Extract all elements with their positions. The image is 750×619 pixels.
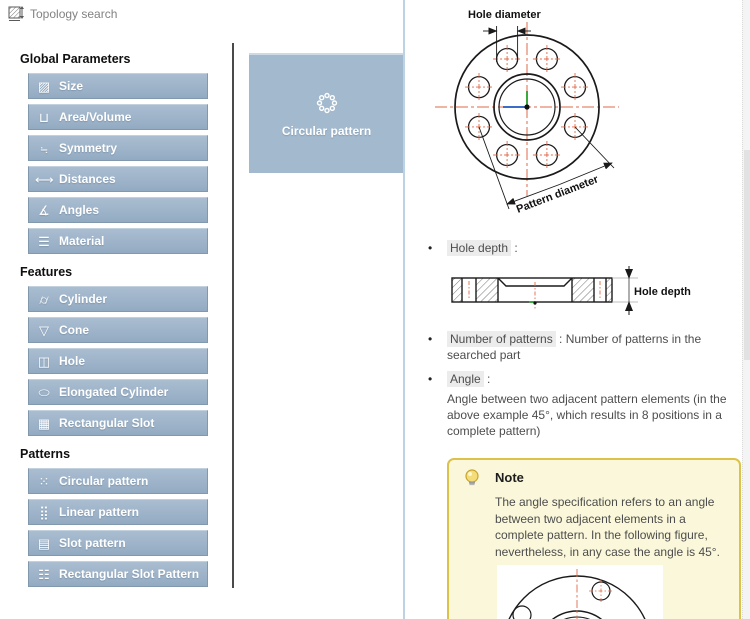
sidebar-item-angles[interactable]	[28, 197, 208, 223]
bullet-hole-depth: • Hole depth :	[428, 241, 518, 255]
sidebar-item-rectangular-slot-pattern[interactable]	[28, 561, 208, 587]
sidebar-item-label: Rectangular Slot	[59, 416, 155, 430]
hole-depth-dim-label: Hole depth	[634, 286, 691, 298]
page-title: Topology search	[30, 7, 118, 21]
sidebar-item-label: Area/Volume	[59, 110, 132, 124]
symmetry-icon: ⨫	[40, 140, 48, 156]
note-title: Note	[495, 470, 524, 485]
angles-icon: ∡	[38, 202, 50, 218]
sidebar-item-slot-pattern[interactable]	[28, 530, 208, 556]
circular-pattern-icon: ⁙	[38, 473, 50, 489]
sidebar-item-elongated-cylinder[interactable]	[28, 379, 208, 405]
sidebar-item-area-volume[interactable]	[28, 104, 208, 130]
sidebar-item-material[interactable]	[28, 228, 208, 254]
material-icon: ☰	[38, 233, 50, 249]
sidebar-item-cone[interactable]	[28, 317, 208, 343]
note-box	[447, 458, 741, 619]
distances-icon: ⟷	[35, 171, 54, 187]
note-text: The angle specification refers to an angle between two adjacent elements in a complete pattern. In the following figure, nevertheless, in any case the angle is 45°.	[495, 495, 720, 559]
bullet-dot: •	[428, 332, 433, 346]
sidebar-item-label: Circular pattern	[59, 474, 149, 488]
term-hole-depth: Hole depth	[447, 240, 511, 256]
window-header	[8, 6, 117, 22]
elongated-cylinder-icon: ⬭	[38, 384, 50, 400]
cylinder-icon: ⌭	[39, 291, 49, 307]
sidebar-item-label: Elongated Cylinder	[59, 385, 169, 399]
sidebar-item-distances[interactable]	[28, 166, 208, 192]
sidebar-item-hole[interactable]	[28, 348, 208, 374]
sidebar-item-label: Material	[59, 234, 105, 248]
sidebar-item-label: Distances	[59, 172, 116, 186]
topology-search-icon	[8, 6, 24, 22]
sidebar-item-linear-pattern[interactable]	[28, 499, 208, 525]
sidebar-item-label: Slot pattern	[59, 536, 126, 550]
sidebar-item-size[interactable]	[28, 73, 208, 99]
sidebar-item-label: Cone	[59, 323, 89, 337]
rectangular-slot-pattern-icon: ☷	[38, 566, 50, 582]
bullet-number-of-patterns: • Number of patterns : Number of patterns in the searched part	[428, 332, 702, 362]
sidebar-item-label: Hole	[59, 354, 86, 368]
hole-icon: ◫	[37, 353, 51, 369]
panel-divider-dark	[232, 43, 234, 588]
sidebar	[20, 46, 210, 592]
section-title: Patterns	[20, 447, 71, 461]
section-title: Features	[20, 265, 73, 279]
selected-tile-label: Circular pattern	[281, 123, 372, 138]
size-icon: ▨	[37, 78, 51, 94]
term-number-of-patterns: Number of patterns	[447, 331, 556, 347]
sidebar-item-cylinder[interactable]	[28, 286, 208, 312]
sidebar-item-label: Size	[59, 79, 84, 93]
cone-icon: ▽	[39, 322, 49, 338]
note-flange-figure	[497, 565, 663, 619]
pattern-diameter-label: Pattern diameter	[514, 173, 601, 216]
circular-pattern-icon	[315, 91, 339, 115]
slot-pattern-icon: ▤	[37, 535, 51, 551]
bullet-dot: •	[428, 241, 433, 255]
sidebar-item-label: Cylinder	[59, 292, 108, 306]
sidebar-item-label: Linear pattern	[59, 505, 140, 519]
sidebar-item-label: Symmetry	[59, 141, 118, 155]
sidebar-item-circular-pattern[interactable]	[28, 468, 208, 494]
flange-section-diagram	[405, 264, 750, 318]
selected-tile-circular-pattern[interactable]	[249, 53, 404, 173]
vertical-scrollbar[interactable]	[742, 0, 750, 619]
sidebar-item-label: Angles	[59, 203, 100, 217]
flange-diagram	[405, 0, 750, 238]
hole-diameter-label: Hole diameter	[468, 9, 541, 21]
section-title: Global Parameters	[20, 52, 131, 66]
scrollbar-thumb[interactable]	[744, 150, 750, 360]
bullet-angle: • Angle :	[428, 372, 491, 386]
angle-description: Angle between two adjacent pattern elements (in the above example 45°, which results in 8 positions in a complete pattern)	[447, 392, 727, 438]
area-volume-icon: ⊔	[38, 109, 50, 125]
term-angle: Angle	[447, 371, 484, 387]
bullet-dot: •	[428, 372, 433, 386]
sidebar-item-label: Rectangular Slot Pattern	[59, 567, 200, 581]
sidebar-item-symmetry[interactable]	[28, 135, 208, 161]
linear-pattern-icon: ⣿	[39, 504, 49, 520]
sidebar-item-rectangular-slot[interactable]	[28, 410, 208, 436]
lightbulb-icon	[462, 468, 482, 488]
rectangular-slot-icon: ▦	[37, 415, 51, 431]
